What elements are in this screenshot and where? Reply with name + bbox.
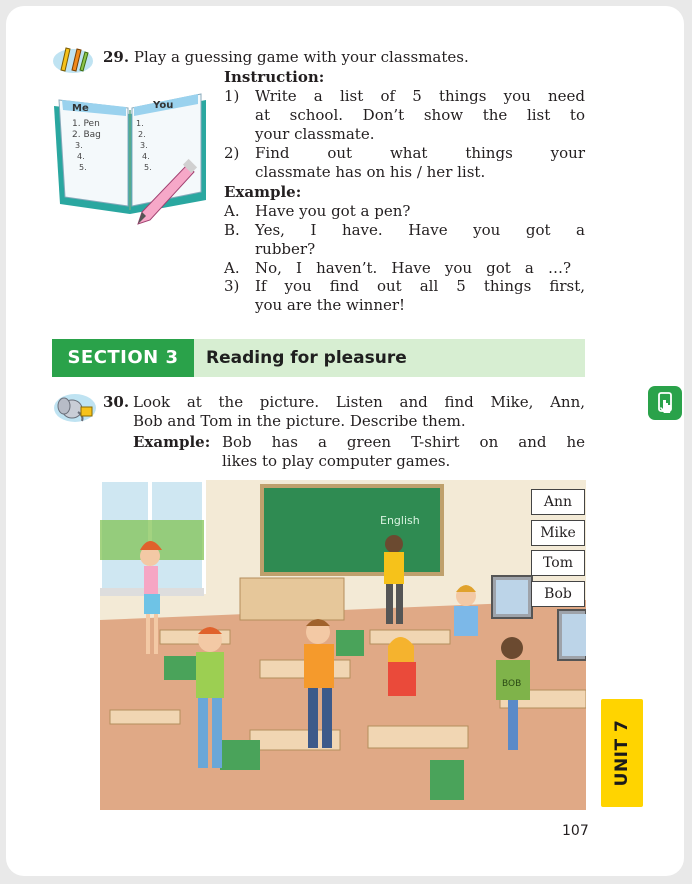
pencils-icon <box>52 44 94 74</box>
name-label-ann: Ann <box>531 489 585 515</box>
book-you-item-1: 1. <box>136 119 144 128</box>
name-label-tom: Tom <box>531 550 585 576</box>
book-you-header: You <box>153 100 174 111</box>
step-3-line-2: you are the winner! <box>255 296 406 314</box>
book-me-header: Me <box>72 103 89 114</box>
ex29-heading <box>103 48 528 67</box>
dialog-2-text-2: rubber? <box>255 240 316 258</box>
shirt-text: BOB <box>502 679 522 689</box>
step-3-number: 3) <box>224 277 240 295</box>
book-you-item-5: 5. <box>144 163 152 172</box>
step-2-number: 2) <box>224 144 240 162</box>
dialog-2-text-1: Yes, I have. Have you got a <box>255 221 585 239</box>
instruction-label: Instruction: <box>224 68 325 86</box>
ex30-line-2: Bob and Tom in the picture. Describe them. <box>133 412 466 430</box>
student-computer-figure <box>454 585 478 636</box>
open-book-illustration <box>50 86 210 232</box>
unit-tab <box>601 699 643 807</box>
example-label-29: Example: <box>224 183 302 201</box>
hand-touch-icon <box>648 386 682 420</box>
book-you-item-3: 3. <box>140 141 148 150</box>
side-interactive-button[interactable] <box>648 386 682 420</box>
dialog-1-speaker: A. <box>224 202 240 220</box>
book-you-item-2: 2. <box>138 130 146 139</box>
name-label-bob: Bob <box>531 581 585 607</box>
page-number: 107 <box>562 823 589 839</box>
book-me-item-4: 4. <box>77 152 85 161</box>
step-1-line-1: Write a list of 5 things you need <box>255 87 585 105</box>
student-girl-desk-figure <box>388 637 416 696</box>
section-tab: SECTION 3 <box>52 339 194 377</box>
book-me-item-5: 5. <box>79 163 87 172</box>
book-me-item-3: 3. <box>75 141 83 150</box>
ex30-number: 30. <box>103 393 130 411</box>
ex29-number: 29. <box>103 48 130 66</box>
example-label-30: Example: <box>133 433 211 451</box>
dialog-3-text: No, I haven’t. Have you got a …? <box>255 259 571 277</box>
section-title: Reading for pleasure <box>206 348 407 368</box>
listening-elephant-icon <box>52 390 98 424</box>
ex29-title: Play a guessing game with your classmates. <box>133 48 469 66</box>
step-2-line-2: classmate has on his / her list. <box>255 163 486 181</box>
step-2-line-1: Find out what things your <box>255 144 585 162</box>
step-1-line-3: your classmate. <box>255 125 375 143</box>
book-me-item-1: 1. Pen <box>72 119 100 129</box>
dialog-3-speaker: A. <box>224 259 240 277</box>
unit-tab-label: UNIT 7 <box>612 719 632 787</box>
board-text: English <box>380 514 420 527</box>
name-label-mike: Mike <box>531 520 585 546</box>
step-3-line-1: If you find out all 5 things first, <box>255 277 585 295</box>
classroom-illustration <box>100 480 586 810</box>
ex30-line-1: Look at the picture. Listen and find Mike, Ann, <box>133 393 585 411</box>
step-1-line-2: at school. Don’t show the list to <box>255 106 585 124</box>
step-1-number: 1) <box>224 87 240 105</box>
dialog-1-text: Have you got a pen? <box>255 202 411 220</box>
book-you-item-4: 4. <box>142 152 150 161</box>
dialog-2-speaker: B. <box>224 221 240 239</box>
ex30-example-1: Bob has a green T-shirt on and he <box>222 433 585 451</box>
book-me-item-2: 2. Bag <box>72 130 101 140</box>
ex30-example-2: likes to play computer games. <box>222 452 451 470</box>
